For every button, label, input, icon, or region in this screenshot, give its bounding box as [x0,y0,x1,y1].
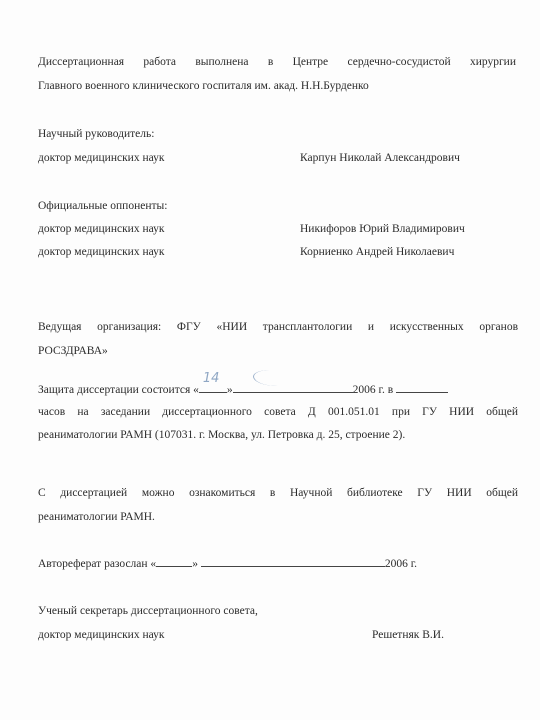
secretary-line-1: Ученый секретарь диссертационного совета, [38,605,258,617]
defense-mid: » [226,384,233,396]
defense-day-handwritten: 14 [202,371,220,386]
intro-line-1: Диссертационная работа выполнена в Центре сердечно-сосудистой хирургии [38,56,516,68]
abstract-sent-prefix: Автореферат разослан « [38,558,157,570]
opponents-heading: Официальные оппоненты: [38,200,168,212]
defense-line-2: часов на заседании диссертационного совета Д 001.051.01 при ГУ НИИ общей [38,406,518,418]
defense-time-field [396,382,448,393]
defense-year: 2006 г. в [352,384,394,396]
opponent-2-degree: доктор медицинских наук [38,246,165,258]
library-line-2: реаниматологии РАМН. [38,511,155,523]
abstract-day-field [156,556,192,567]
abstract-sent-line [38,556,417,571]
abstract-sent-year: 2006 г. [384,558,417,570]
defense-line-1 [38,371,448,397]
defense-month-field [233,382,353,393]
supervisor-name: Карпун Николай Александрович [300,152,460,164]
secretary-degree: доктор медицинских наук [38,629,165,641]
intro-line-2: Главного военного клинического госпиталя им. акад. Н.Н.Бурденко [38,80,369,92]
secretary-name: Решетняк В.И. [372,629,444,641]
opponent-1-degree: доктор медицинских наук [38,223,165,235]
defense-line-3: реаниматологии РАМН (107031. г. Москва, ул. Петровка д. 25, строение 2). [38,429,406,441]
library-line-1: С диссертацией можно ознакомиться в Научной библиотеке ГУ НИИ общей [38,487,518,499]
lead-org-line-2: РОСЗДРАВА» [38,345,108,357]
supervisor-heading: Научный руководитель: [38,128,155,140]
supervisor-degree: доктор медицинских наук [38,152,165,164]
abstract-month-field [201,556,385,567]
abstract-sent-mid: » [192,558,198,570]
defense-prefix: Защита диссертации состоится « [38,384,199,396]
opponent-2-name: Корниенко Андрей Николаевич [300,246,455,258]
opponent-1-name: Никифоров Юрий Владимирович [300,223,465,235]
defense-month-handwritten [253,370,294,386]
lead-org-line-1: Ведущая организация: ФГУ «НИИ трансплантологии и искусственных органов [38,321,518,333]
defense-day-field [199,371,227,393]
